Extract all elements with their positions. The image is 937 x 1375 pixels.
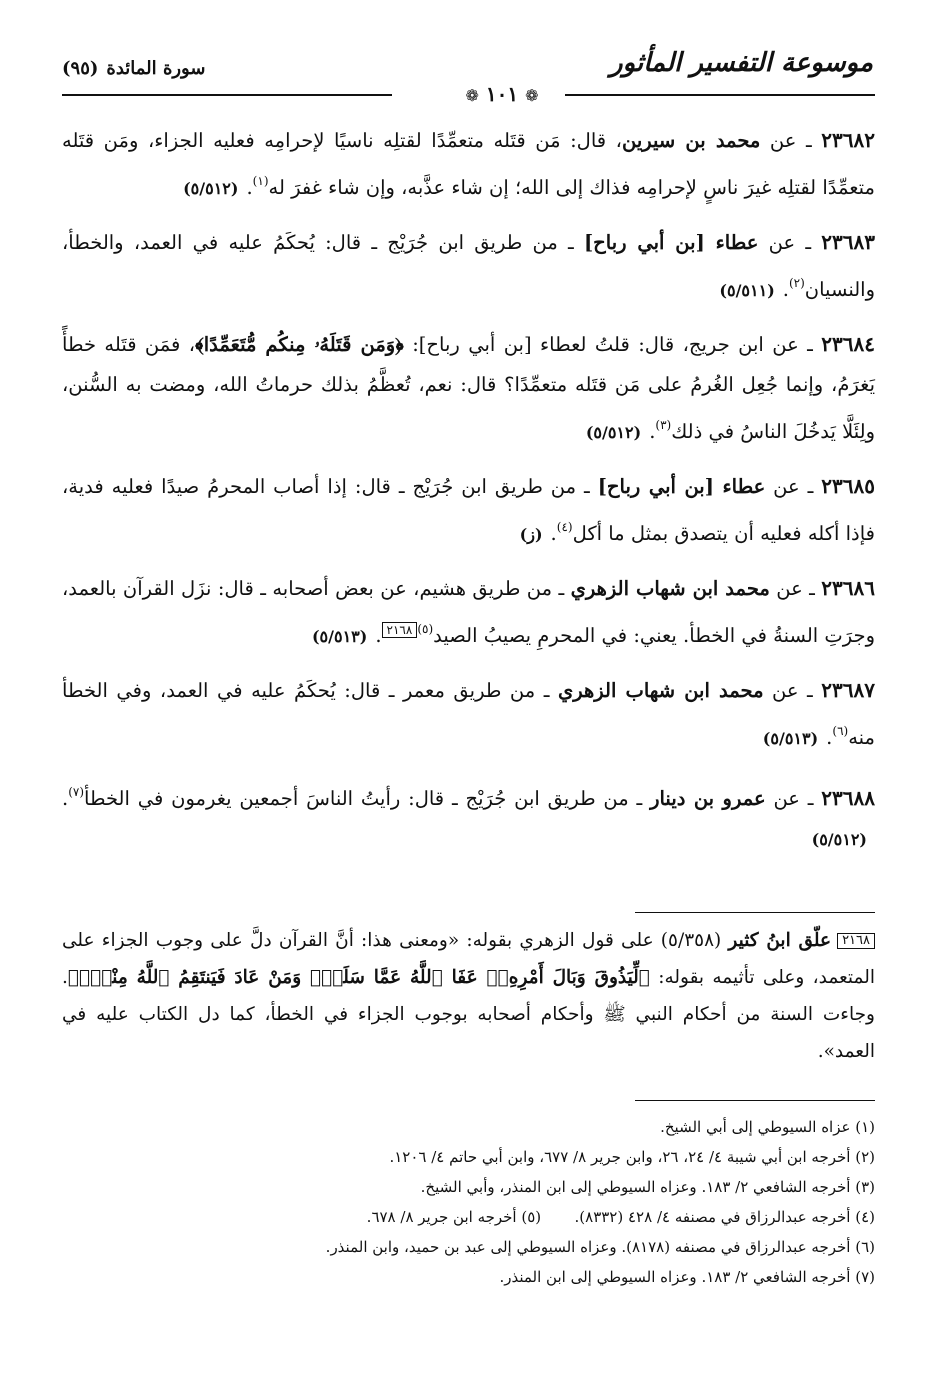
ornament-icon: ❁ (465, 86, 479, 105)
page-header (62, 44, 875, 104)
narration-number: ٢٣٦٨٢ (821, 128, 875, 152)
footnote-marker[interactable]: (١) (252, 174, 269, 188)
narration-text: ـ عن (763, 679, 822, 702)
narration-text: ـ من طريق معمر ـ قال: يُحكَمُ عليه في العمد، وفي الخطأ منه (62, 679, 875, 749)
commentary-number: ٢١٦٨ (837, 933, 875, 949)
narration-text: ـ من طريق ابن جُرَيْج ـ قال: يُحكَمُ عليه في العمد، والخطأ، والنسيان (62, 231, 875, 301)
footnote: (٤) أخرجه عبدالرزاق في مصنفه ٤/ ٤٢٨ (٨٣٣٢). (٥) أخرجه ابن جرير ٨/ ٦٧٨. (366, 1208, 875, 1226)
narrations (62, 120, 875, 873)
footnote: (١) عزاه السيوطي إلى أبي الشيخ. (660, 1118, 875, 1136)
narration-entry (62, 466, 875, 555)
ornament-icon: ❁ (525, 86, 539, 105)
volume-reference: (٥/٥١٢) (585, 423, 642, 442)
book-title: موسوعة التفسير المأثور (610, 48, 873, 78)
narration-entry (62, 120, 875, 209)
narration-text: ـ عن (765, 787, 822, 810)
page-number: ١٠١ (485, 82, 519, 106)
narration-text: ـ عن (758, 231, 822, 254)
narration-entry (62, 324, 875, 453)
narration-number: ٢٣٦٨٧ (821, 678, 875, 702)
narration-text: . (550, 522, 557, 545)
header-rule-right (565, 94, 875, 96)
commentary-block (62, 922, 875, 1070)
narration-text: . (246, 176, 253, 199)
narration-text: ، قال: مَن قتَله متعمِّدًا لقتلِه ناسيًا لإحرامِه فعليه الجزاء، ومَن قتَله متعمِّدًا لقتلِه غيرَ ناسٍ لإحرامِه فذاك إلى الله؛ إن شاء عذَّبه، وإن شاء غفرَ له (62, 129, 875, 199)
narration-text: . (649, 420, 656, 443)
footnote-marker[interactable]: (٢) (788, 276, 805, 290)
footnote-marker[interactable]: (٧) (68, 785, 85, 799)
surah-name: سورة المائدة (106, 58, 206, 79)
footnote: (٧) أخرجه الشافعي ٢/ ١٨٣. وعزاه السيوطي إلى ابن المنذر. (499, 1268, 875, 1286)
narration-text: ـ من طريق ابن جُرَيْج ـ قال: إذا أصاب المحرمُ صيدًا فعليه فدية، فإذا أكله فعليه أن يتصدق بمثل ما أكل (62, 475, 875, 545)
commentator-name: علّق ابنُ كثير (728, 930, 832, 951)
narration-text: ـ عن (765, 475, 822, 498)
narration-entry (62, 568, 875, 657)
narration-text: . (375, 624, 382, 647)
narration-number: ٢٣٦٨٥ (821, 474, 875, 498)
volume-reference: (٥/٥١٣) (762, 729, 819, 748)
narration-text: ـ عن (769, 577, 822, 600)
quran-verse: ﴿وَمَن قَتَلَهُۥ مِنكُم مُّتَعَمِّدًا﴾ (195, 333, 404, 356)
narration-text: ـ من طريق ابن جُرَيْج ـ قال: رأيتُ الناسَ أجمعين يغرمون في الخطأ (84, 787, 651, 810)
narrator-name: محمد ابن شهاب الزهري (570, 577, 770, 600)
footnotes (62, 1112, 875, 1292)
volume-reference: (٥/٥١١) (719, 281, 775, 300)
narration-text: . (826, 726, 833, 749)
surah-label (62, 58, 205, 79)
narration-entry (62, 772, 875, 860)
commentary-text: . وجاءت السنة من أحكام النبي ﷺ وأحكام أصحابه بوجوب الجزاء في الخطأ، كما دل الكتاب عليه في العمد». (62, 967, 875, 1062)
narrator-name: عطاء [بن أبي رباح] (597, 475, 766, 498)
narration-entry (62, 670, 875, 759)
narrator-name: عطاء [بن أبي رباح] (583, 231, 759, 254)
footnote: (٣) أخرجه الشافعي ٢/ ١٨٣. وعزاه السيوطي إلى ابن المنذر، وأبي الشيخ. (420, 1178, 875, 1196)
volume-reference: (٥/٥١٢) (183, 179, 239, 198)
narration-text: ـ من طريق هشيم، عن بعض أصحابه ـ قال: نزَل القرآن بالعمد، وجرَتِ السنةُ في الخطأ. يعني: في المحرمِ يصيبُ الصيد (62, 577, 875, 647)
narration-text: . (782, 278, 789, 301)
footnote: (٢) أخرجه ابن أبي شيبة ٤/ ٢٤، ٢٦، وابن جرير ٨/ ٦٧٧، وابن أبي حاتم ٤/ ١٢٠٦. (389, 1148, 875, 1166)
narrator-name: عمرو بن دينار (650, 787, 766, 810)
footnote-marker[interactable]: (٥) (417, 622, 434, 636)
narrator-name: محمد بن سيرين (621, 129, 761, 152)
footnote: (٦) أخرجه عبدالرزاق في مصنفه (٨١٧٨). وعزاه السيوطي إلى عبد بن حميد، وابن المنذر. (325, 1238, 875, 1256)
footnotes-separator (635, 1100, 875, 1101)
quran-verse: ﴿لِّيَذُوقَ وَبَالَ أَمْرِهِۦۗ عَفَا ٱللَّهُ عَمَّا سَلَفَۚ وَمَنْ عَادَ فَيَنتَقِمُ ٱللَّهُ مِنْهُۚ﴾ (67, 967, 650, 988)
volume-reference: (٥/٥١٢) (811, 830, 867, 849)
header-rule-left (62, 94, 392, 96)
narration-number: ٢٣٦٨٦ (821, 576, 875, 600)
commentary-separator (635, 912, 875, 913)
narrator-name: محمد ابن شهاب الزهري (557, 679, 764, 702)
footnote-marker[interactable]: (٣) (655, 418, 672, 432)
narration-number: ٢٣٦٨٣ (821, 230, 875, 254)
page-number-block (432, 82, 572, 106)
volume-reference: (ز) (519, 525, 543, 544)
footnote-marker[interactable]: (٦) (832, 724, 849, 738)
narration-text: ـ عن (760, 129, 822, 152)
narration-text: . (62, 787, 69, 810)
footnote-marker[interactable]: (٤) (556, 520, 573, 534)
narration-text: ، فمَن قتَله خطأً يَغرَمُ، وإنما جُعِل الغُرمُ على مَن قتَله متعمِّدًا؟ قال: نعم، تُعظَّمُ بذلك حرماتُ الله، ومضت به السُّنن، ولِئَلَّا يَدخُلَ الناسُ في ذلك (62, 333, 875, 443)
narration-entry (62, 222, 875, 311)
volume-reference: (٥/٥١٣) (311, 627, 368, 646)
verse-number: (٩٥) (62, 58, 99, 79)
narration-number: ٢٣٦٨٤ (821, 332, 875, 356)
narration-text: ـ عن ابن جريج، قال: قلتُ لعطاء [بن أبي رباح]: (403, 333, 822, 356)
commentary-text: (٥/٣٥٨) على قول الزهري بقوله: «ومعنى هذا: أنَّ القرآن دلَّ على وجوب الجزاء على المتعمد، وعلى تأثيمه بقوله: (62, 930, 875, 988)
narration-number: ٢٣٦٨٨ (821, 786, 875, 810)
commentary-link[interactable]: ٢١٦٨ (382, 622, 418, 638)
